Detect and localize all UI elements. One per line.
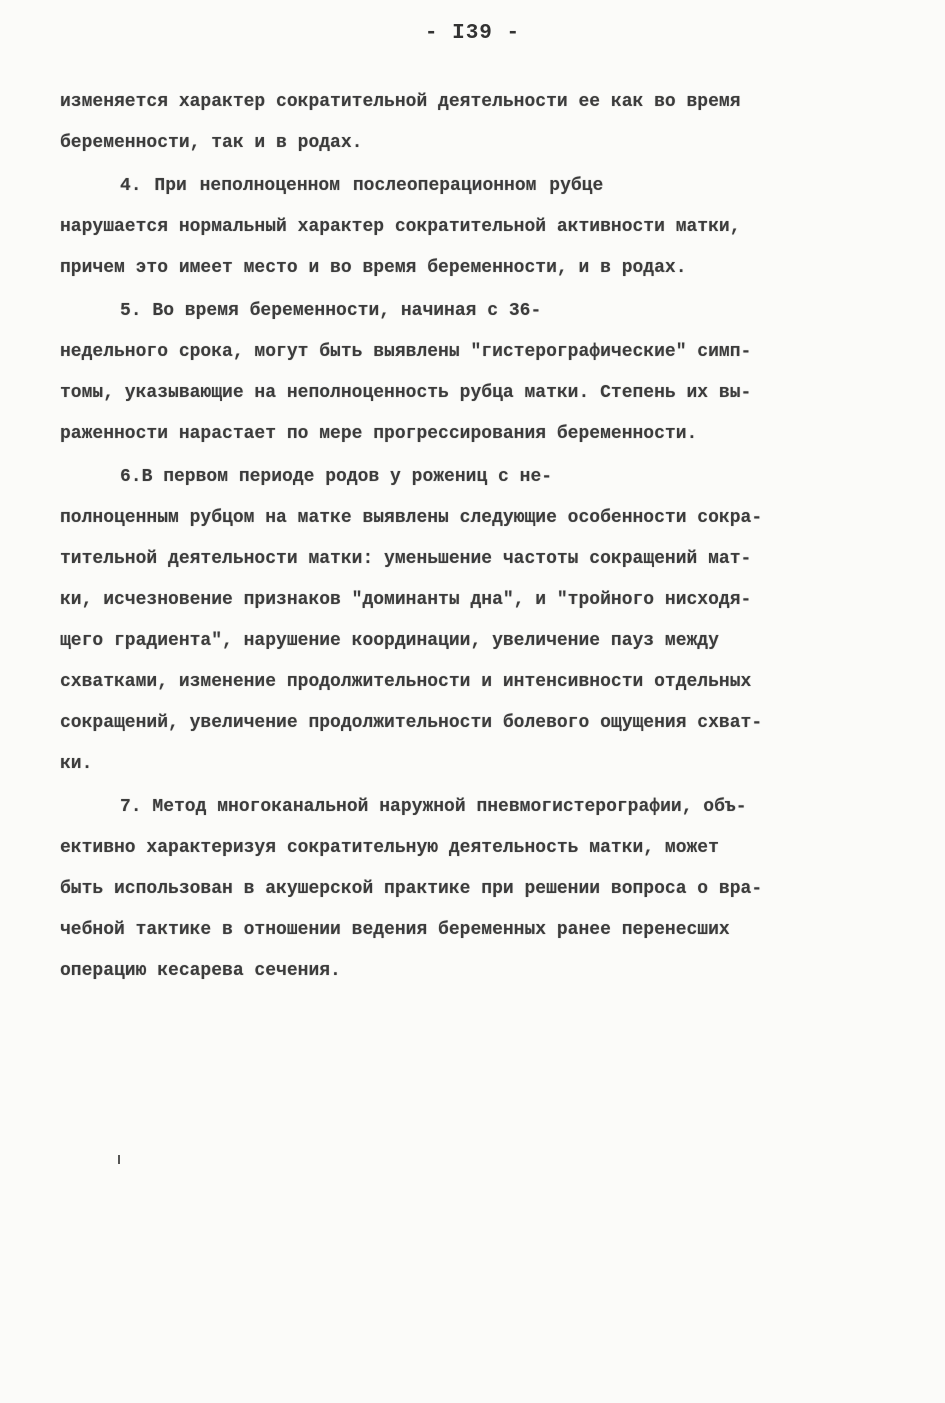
text-line: щего градиента", нарушение координации, увеличение пауз между	[60, 631, 719, 651]
text-line: 6.В первом периоде родов у рожениц с не-	[120, 467, 553, 487]
stray-ink-mark	[118, 1155, 120, 1164]
text-line: раженности нарастает по мере прогрессирования беременности.	[60, 424, 698, 444]
text-line: сокращений, увеличение продолжительности болевого ощущения схват-	[60, 713, 763, 733]
text-line: 4. При неполноценном послеоперационном рубце	[120, 176, 604, 196]
text-line: операцию кесарева сечения.	[60, 961, 341, 981]
body-text	[60, 82, 890, 992]
text-line: полноценным рубцом на матке выявлены следующие особенности сокра-	[60, 508, 763, 528]
text-line: недельного срока, могут быть выявлены "гистерографические" симп-	[60, 342, 752, 362]
text-line: тительной деятельности матки: уменьшение частоты сокращений мат-	[60, 549, 752, 569]
text-line: причем это имеет место и во время беременности, и в родах.	[60, 258, 687, 278]
text-line: беременности, так и в родах.	[60, 133, 363, 153]
text-line: схватками, изменение продолжительности и интенсивности отдельных	[60, 672, 752, 692]
text-line: 5. Во время беременности, начиная с 36-	[120, 301, 542, 321]
text-line: ективно характеризуя сократительную деятельность матки, может	[60, 838, 719, 858]
text-line: ки.	[60, 754, 93, 774]
text-line: изменяется характер сократительной деятельности ее как во время	[60, 92, 741, 112]
text-line: чебной тактике в отношении ведения беременных ранее перенесших	[60, 920, 730, 940]
text-line: ки, исчезновение признаков "доминанты дна", и "тройного нисходя-	[60, 590, 752, 610]
text-line: томы, указывающие на неполноценность рубца матки. Степень их вы-	[60, 383, 752, 403]
text-line: быть использован в акушерской практике при решении вопроса о вра-	[60, 879, 763, 899]
page-number: - I39 -	[424, 22, 521, 45]
text-line: 7. Метод многоканальной наружной пневмогистерографии, объ-	[120, 797, 747, 817]
text-line: нарушается нормальный характер сократительной активности матки,	[60, 217, 741, 237]
